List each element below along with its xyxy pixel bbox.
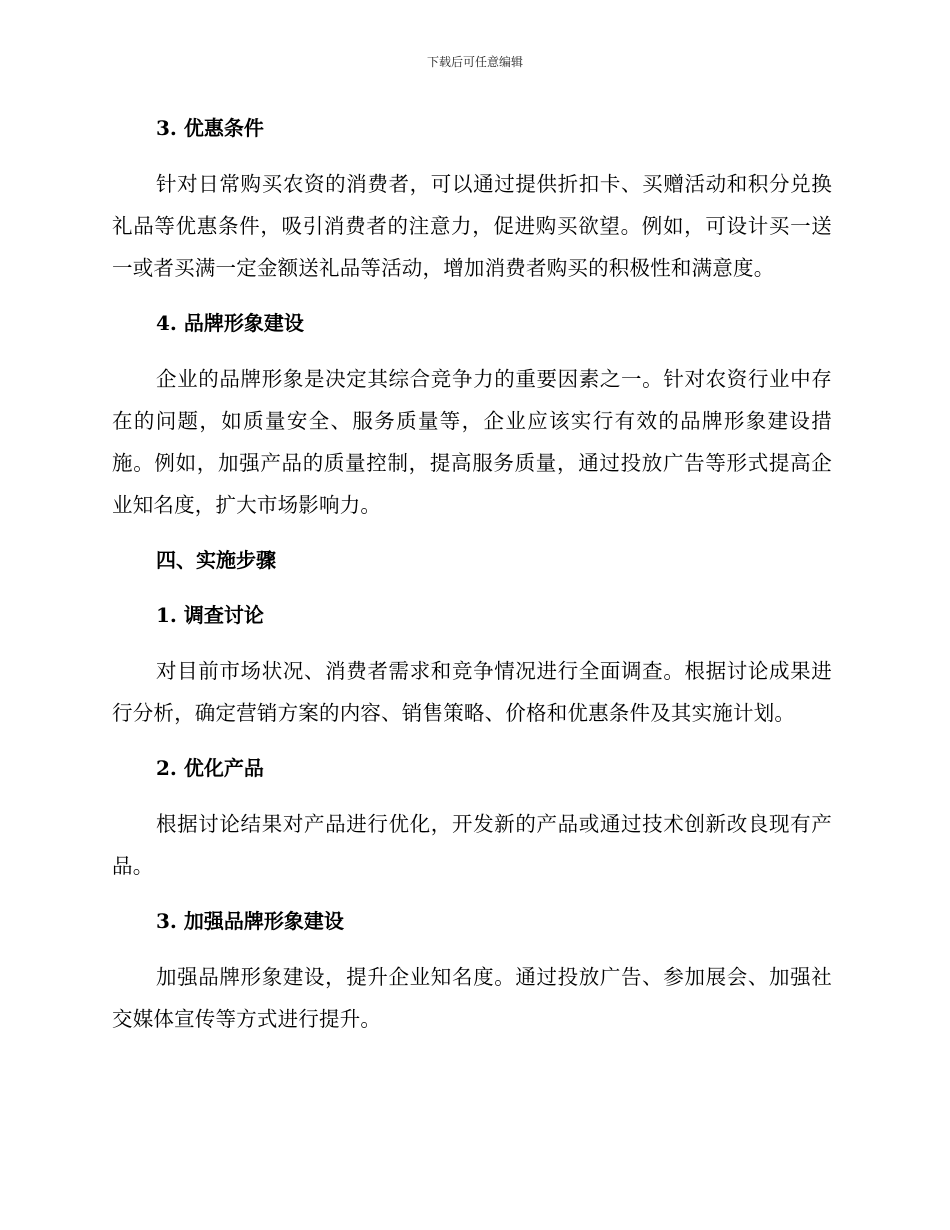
section-heading-strengthen-brand: 3. 加强品牌形象建设 — [156, 909, 344, 933]
paragraph-survey: 对目前市场状况、消费者需求和竞争情况进行全面调查。根据讨论成果进行分析，确定营销方案的内容、销售策略、价格和优惠条件及其实施计划。 — [112, 659, 832, 725]
running-header: 下载后可任意编辑 — [426, 55, 523, 69]
paragraph-strengthen-brand: 加强品牌形象建设，提升企业知名度。通过投放广告、参加展会、加强社交媒体宣传等方式进行提升。 — [112, 965, 832, 1031]
paragraph-brand-image: 企业的品牌形象是决定其综合竞争力的重要因素之一。针对农资行业中存在的问题，如质量安全、服务质量等，企业应该实行有效的品牌形象建设措施。例如，加强产品的质量控制，提高服务质量，通过投放广告等形式提高企业知名度，扩大市场影响力。 — [112, 367, 832, 517]
document-body — [112, 108, 832, 1054]
chapter-heading-implementation-steps: 四、实施步骤 — [156, 548, 276, 572]
section-heading-discount-conditions: 3. 优惠条件 — [156, 116, 264, 140]
section-heading-optimize-product: 2. 优化产品 — [156, 756, 264, 780]
section-heading-brand-image: 4. 品牌形象建设 — [156, 311, 304, 335]
paragraph-optimize-product: 根据讨论结果对产品进行优化，开发新的产品或通过技术创新改良现有产品。 — [112, 812, 832, 878]
paragraph-discount-conditions: 针对日常购买农资的消费者，可以通过提供折扣卡、买赠活动和积分兑换礼品等优惠条件，吸引消费者的注意力，促进购买欲望。例如，可设计买一送一或者买满一定金额送礼品等活动，增加消费者购买的积极性和满意度。 — [112, 172, 832, 280]
section-heading-survey: 1. 调查讨论 — [156, 603, 264, 627]
